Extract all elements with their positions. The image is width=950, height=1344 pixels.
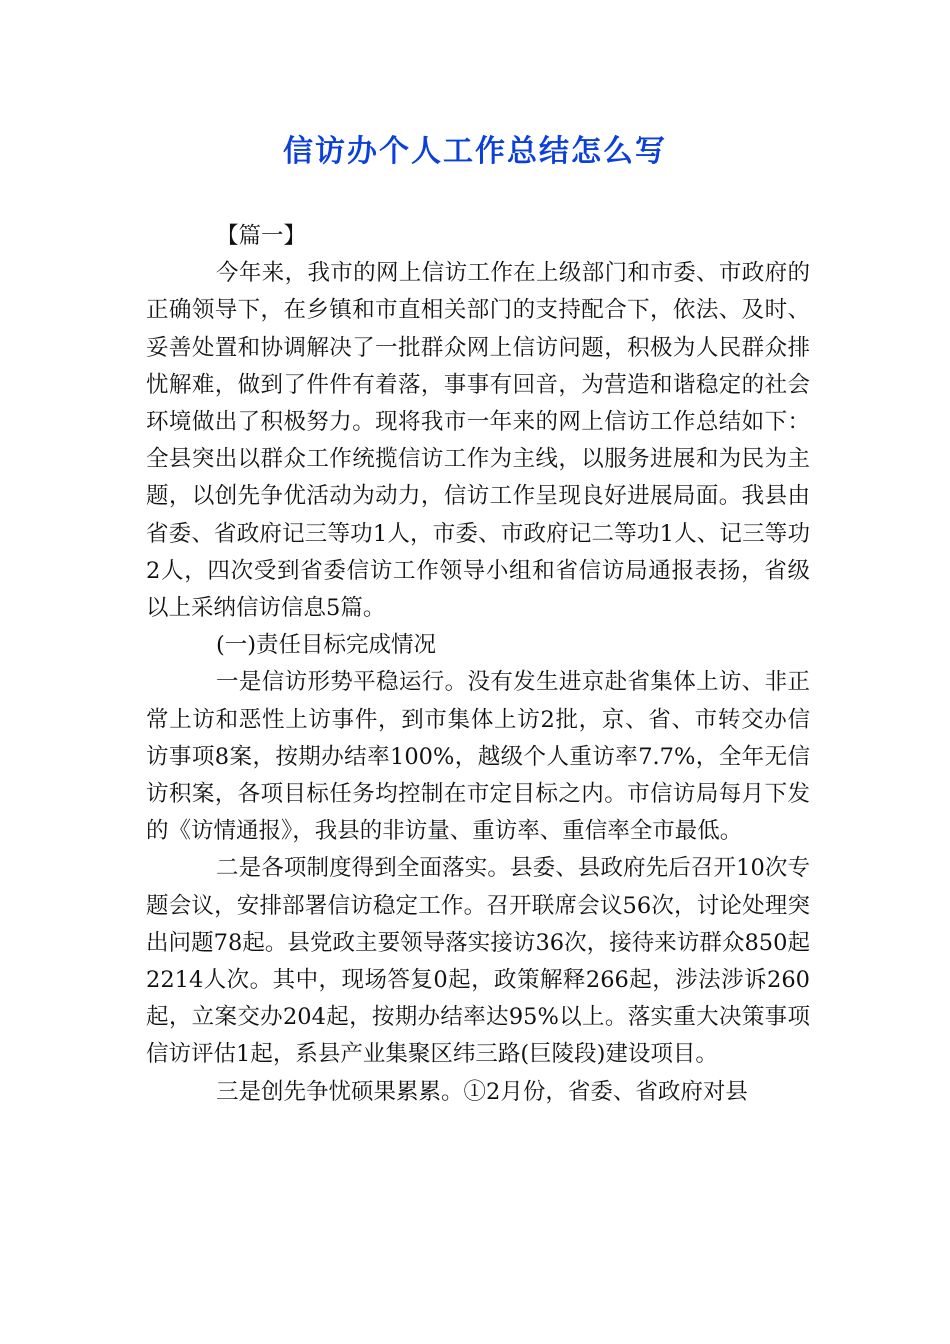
- section-heading: 【篇一】: [216, 223, 307, 249]
- subsection-heading: (一)责任目标完成情况: [216, 632, 437, 659]
- paragraph: 三是创先争忧硕果累累。①2月份，省委、省政府对县: [216, 1078, 748, 1105]
- paragraph: 一是信访形势平稳运行。没有发生进京赴省集体上访、非正常上访和恶性上访事件，到市集体上访2批，京、省、市转交办信访事项8案，按期办结率100%，越级个人重访率7.7%，全年无信访积案，各项目标任务均控制在市定目标之内。市信访局每月下发的《访情通报》，我县的非访量、重访率、重信率全市最低。: [146, 669, 810, 845]
- paragraph: 二是各项制度得到全面落实。县委、县政府先后召开10次专题会议，安排部署信访稳定工作。召开联席会议56次，讨论处理突出问题78起。县党政主要领导落实接访36次，接待来访群众850起2214人次。其中，现场答复0起，政策解释266起，涉法涉诉260起，立案交办204起，按期办结率达95%以上。落实重大决策事项信访评估1起，系县产业集聚区纬三路(巨陵段)建设项目。: [146, 855, 810, 1068]
- document-body: [146, 218, 810, 1111]
- document-title: 信访办个人工作总结怎么写: [283, 134, 667, 169]
- paragraph: 今年来，我市的网上信访工作在上级部门和市委、市政府的正确领导下，在乡镇和市直相关部门的支持配合下，依法、及时、妥善处置和协调解决了一批群众网上信访问题，积极为人民群众排忧解难，做到了件件有着落，事事有回音，为营造和谐稳定的社会环境做出了积极努力。现将我市一年来的网上信访工作总结如下：全县突出以群众工作统揽信访工作为主线，以服务进展和为民为主题，以创先争优活动为动力，信访工作呈现良好进展局面。我县由省委、省政府记三等功1人，市委、市政府记二等功1人、记三等功2人，四次受到省委信访工作领导小组和省信访局通报表扬，省级以上采纳信访信息5篇。: [146, 260, 810, 622]
